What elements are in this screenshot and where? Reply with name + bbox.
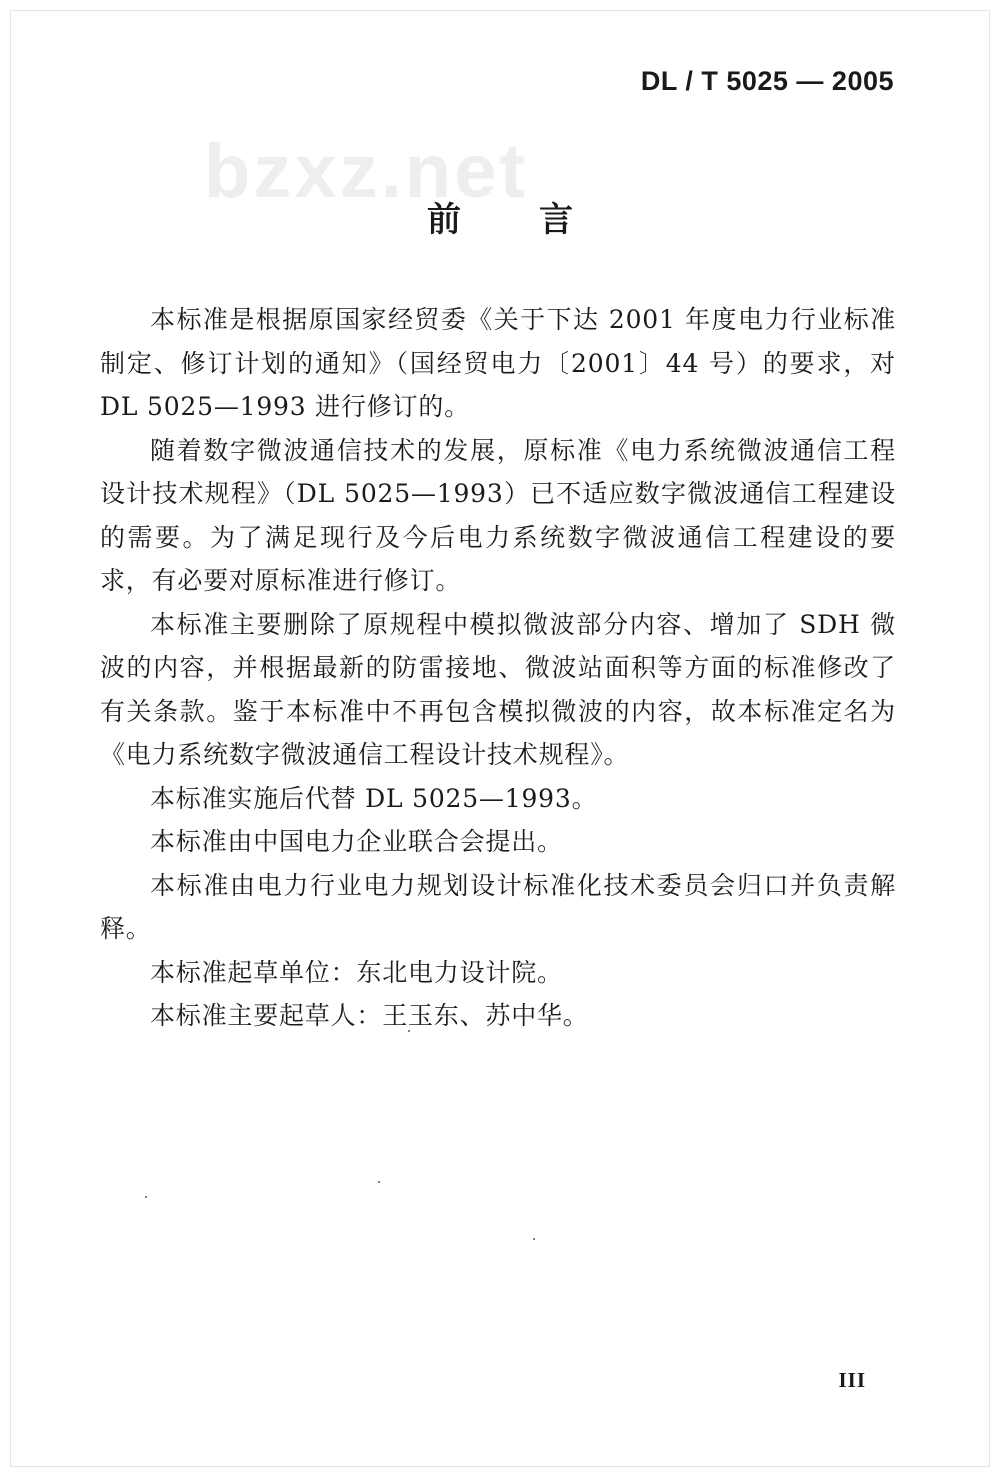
scan-speck xyxy=(378,1181,380,1183)
paragraph-changes: 本标准主要删除了原规程中模拟微波部分内容、增加了 SDH 微波的内容，并根据最新的防雷接地、微波站面积等方面的标准修改了有关条款。鉴于本标准中不再包含模拟微波的内容，故本标准定名为《电力系统数字微波通信工程设计技术规程》。 xyxy=(100,609,896,769)
scan-speck xyxy=(145,1196,147,1198)
paragraph-basis: 本标准是根据原国家经贸委《关于下达 2001 年度电力行业标准制定、修订计划的通知》（国经贸电力〔2001〕44 号）的要求，对 DL 5025—1993 进行修订的。 xyxy=(100,305,896,421)
paragraph-background: 随着数字微波通信技术的发展，原标准《电力系统微波通信工程设计技术规程》（DL 5025—1993）已不适应数字微波通信工程建设的需要。为了满足现行及今后电力系统数字微波通信工程建设的要求，有必要对原标准进行修订。 xyxy=(100,435,896,595)
foreword-body xyxy=(100,298,896,1038)
scan-speck xyxy=(408,1030,410,1032)
paragraph-proposer: 本标准由中国电力企业联合会提出。 xyxy=(150,827,563,856)
standard-number: DL / T 5025 — 2005 xyxy=(640,66,894,96)
page-number: III xyxy=(838,1368,866,1392)
paragraph-drafting-unit: 本标准起草单位：东北电力设计院。 xyxy=(150,957,563,987)
watermark: bzxz.net xyxy=(204,129,528,214)
paragraph-responsible: 本标准由电力行业电力规划设计标准化技术委员会归口并负责解释。 xyxy=(100,870,896,943)
page-title: 前言 xyxy=(427,200,651,240)
scan-speck xyxy=(533,1238,535,1240)
paragraph-replaces: 本标准实施后代替 DL 5025—1993。 xyxy=(150,783,598,813)
paragraph-drafters: 本标准主要起草人：王玉东、苏中华。 xyxy=(150,1001,589,1030)
